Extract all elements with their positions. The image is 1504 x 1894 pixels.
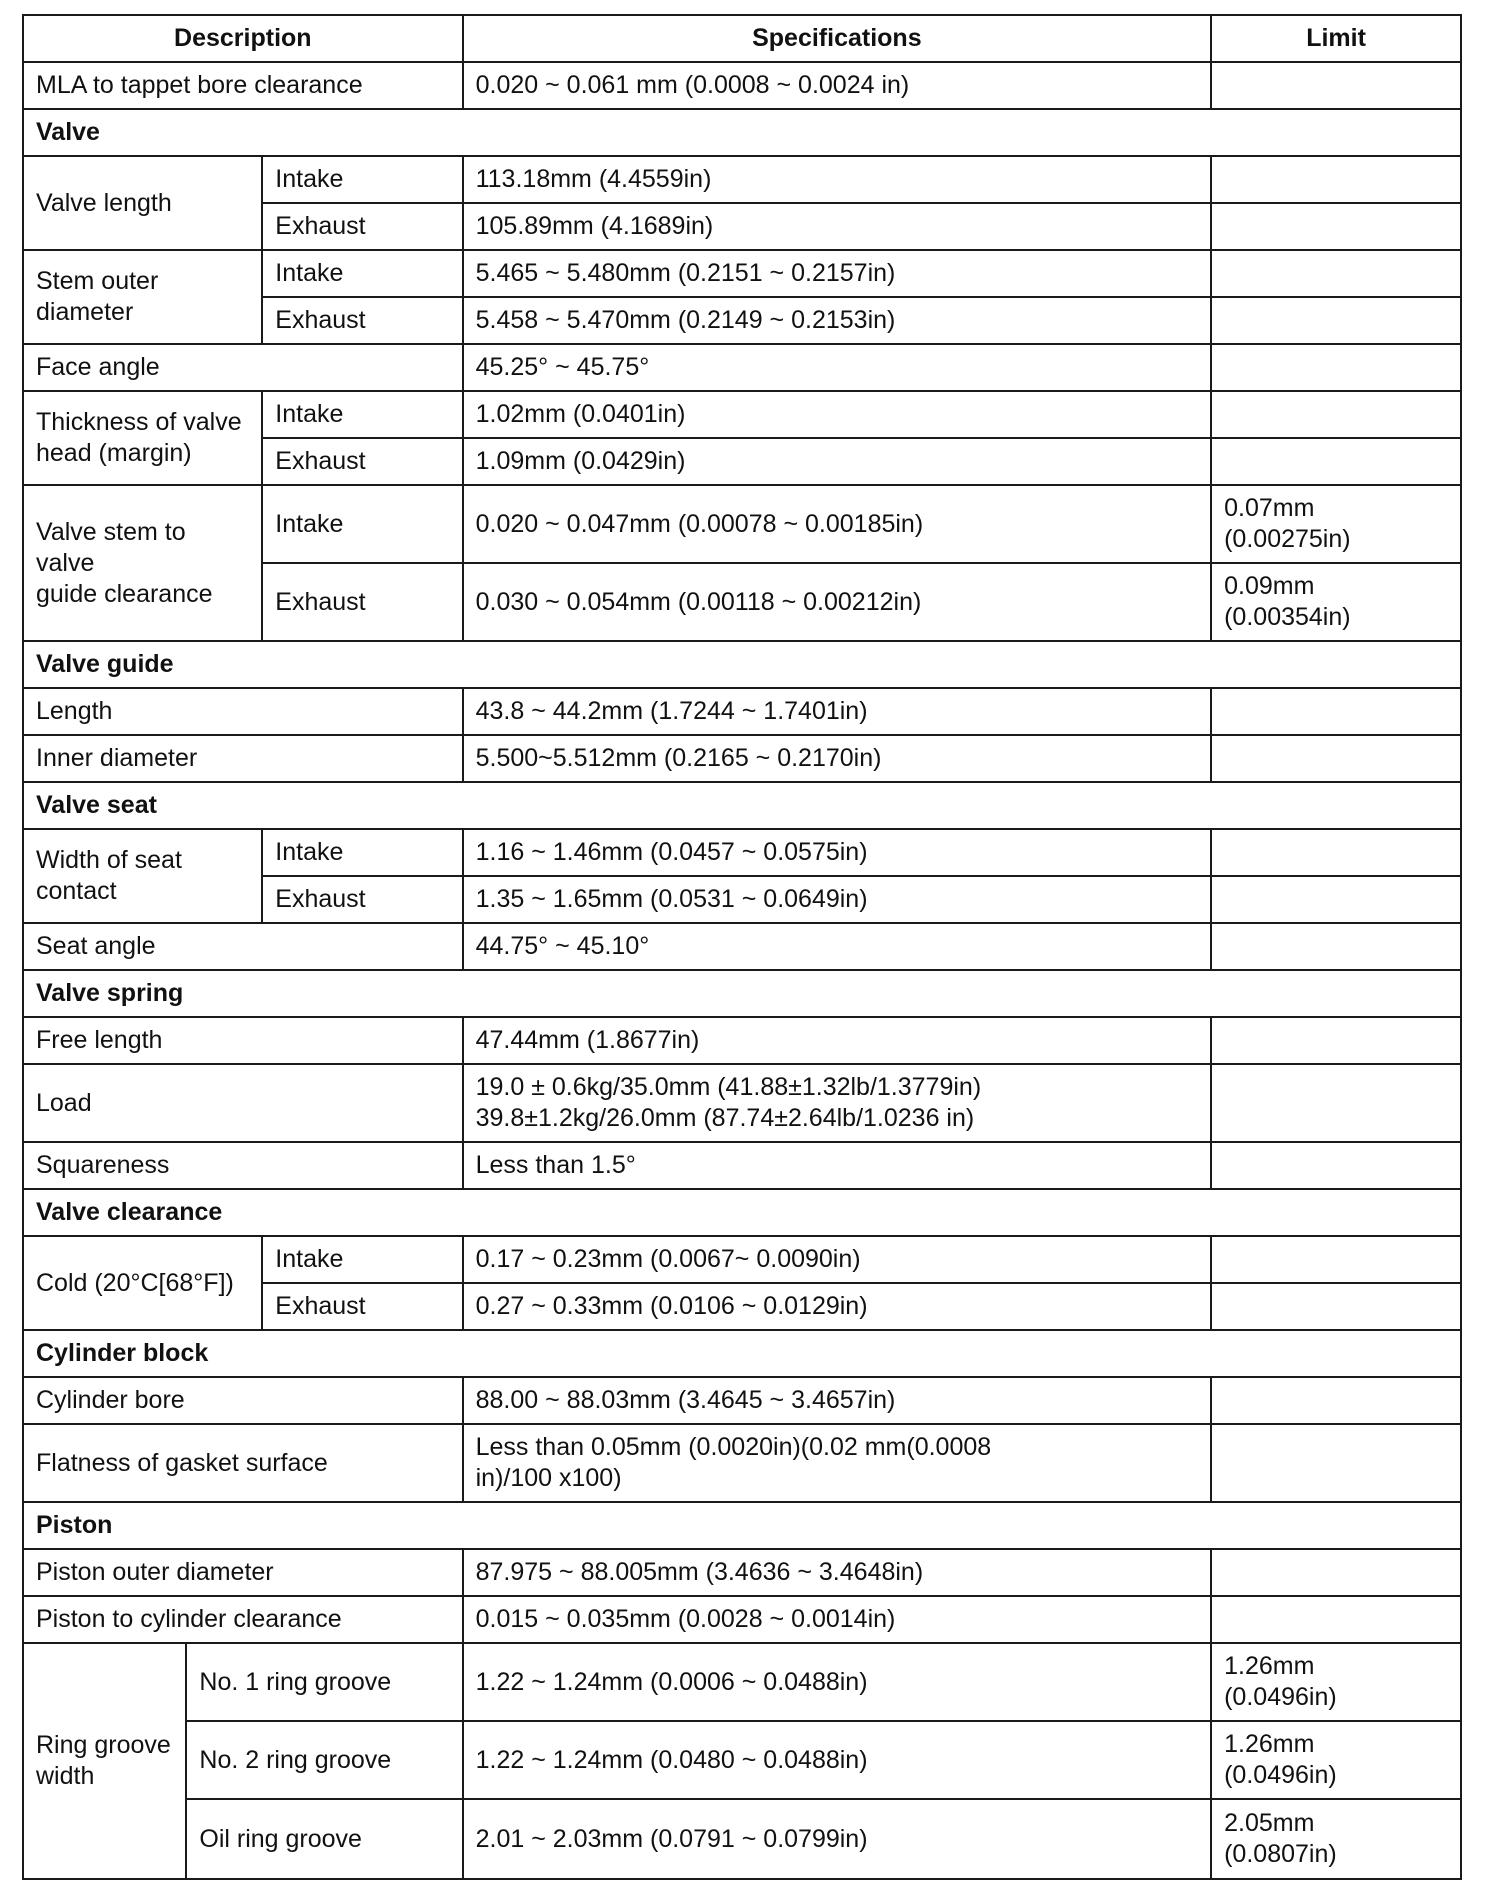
spec-page: [22, 14, 1462, 1880]
table-row: [23, 1064, 1461, 1142]
table-row: [23, 1142, 1461, 1189]
table-row: [23, 688, 1461, 735]
row-limit: [1211, 876, 1461, 923]
row-limit: [1211, 923, 1461, 970]
table-row: [23, 156, 1461, 203]
row-subtype: Intake: [262, 1236, 462, 1283]
row-spec: Less than 1.5°: [463, 1142, 1212, 1189]
row-description: Piston to cylinder clearance: [23, 1596, 463, 1643]
row-spec: 88.00 ~ 88.03mm (3.4645 ~ 3.4657in): [463, 1377, 1212, 1424]
row-limit: [1211, 688, 1461, 735]
row-spec: 0.020 ~ 0.061 mm (0.0008 ~ 0.0024 in): [463, 62, 1212, 109]
row-spec: 0.020 ~ 0.047mm (0.00078 ~ 0.00185in): [463, 485, 1212, 563]
section-title: Valve seat: [23, 782, 1461, 829]
desc-line: Ring groove: [36, 1731, 171, 1759]
section-title: Valve spring: [23, 970, 1461, 1017]
row-spec: 113.18mm (4.4559in): [463, 156, 1212, 203]
row-description: Width of seat contact: [23, 829, 262, 923]
limit-line: 1.26mm: [1224, 1652, 1315, 1680]
row-spec: 43.8 ~ 44.2mm (1.7244 ~ 1.7401in): [463, 688, 1212, 735]
row-subtype: Intake: [262, 250, 462, 297]
desc-line: guide clearance: [36, 579, 213, 608]
row-limit: [1211, 485, 1461, 563]
row-description: [23, 391, 262, 485]
row-limit: [1211, 1017, 1461, 1064]
row-spec: 0.27 ~ 0.33mm (0.0106 ~ 0.0129in): [463, 1283, 1212, 1330]
row-description: Length: [23, 688, 463, 735]
row-limit: [1211, 1549, 1461, 1596]
row-subtype: Intake: [262, 391, 462, 438]
limit-line: 1.26mm: [1224, 1730, 1315, 1758]
row-limit: [1211, 1142, 1461, 1189]
row-subtype: Exhaust: [262, 1283, 462, 1330]
row-spec: 1.22 ~ 1.24mm (0.0480 ~ 0.0488in): [463, 1721, 1212, 1799]
row-spec: [463, 1064, 1212, 1142]
limit-line: 0.07mm: [1224, 494, 1315, 522]
desc-line: Thickness of valve: [36, 408, 242, 436]
table-row: [23, 391, 1461, 438]
row-limit: [1211, 1721, 1461, 1799]
row-spec: 1.09mm (0.0429in): [463, 438, 1212, 485]
row-subtype: Intake: [262, 485, 462, 563]
section-row: [23, 782, 1461, 829]
row-limit: [1211, 1377, 1461, 1424]
desc-line: width: [36, 1762, 95, 1790]
desc-line: Valve stem to valve: [36, 517, 186, 577]
row-limit: [1211, 62, 1461, 109]
section-title: Valve: [23, 109, 1461, 156]
row-limit: [1211, 563, 1461, 641]
specification-table: [22, 14, 1462, 1880]
row-subtype: Oil ring groove: [186, 1799, 462, 1879]
limit-line: 2.05mm: [1224, 1809, 1315, 1837]
row-spec: 5.465 ~ 5.480mm (0.2151 ~ 0.2157in): [463, 250, 1212, 297]
row-subtype: Exhaust: [262, 563, 462, 641]
limit-line: (0.0496in): [1224, 1683, 1337, 1711]
row-spec: 0.015 ~ 0.035mm (0.0028 ~ 0.0014in): [463, 1596, 1212, 1643]
row-spec: 87.975 ~ 88.005mm (3.4636 ~ 3.4648in): [463, 1549, 1212, 1596]
table-row: [23, 485, 1461, 563]
row-limit: [1211, 1643, 1461, 1721]
table-row: [23, 1377, 1461, 1424]
row-spec: 45.25° ~ 45.75°: [463, 344, 1212, 391]
table-row: [23, 1424, 1461, 1502]
table-row: [23, 1236, 1461, 1283]
header-row: [23, 15, 1461, 62]
limit-line: 0.09mm: [1224, 572, 1315, 600]
spec-line: 19.0 ± 0.6kg/35.0mm (41.88±1.32lb/1.3779in): [475, 1073, 982, 1101]
row-description: [23, 1643, 186, 1879]
row-description: Flatness of gasket surface: [23, 1424, 463, 1502]
table-row: [23, 829, 1461, 876]
section-title: Valve clearance: [23, 1189, 1461, 1236]
section-title: Piston: [23, 1502, 1461, 1549]
table-row: [23, 62, 1461, 109]
spec-line: Less than 0.05mm (0.0020in)(0.02 mm(0.0008: [475, 1433, 992, 1461]
row-description: Inner diameter: [23, 735, 463, 782]
row-limit: [1211, 1424, 1461, 1502]
row-spec: 0.030 ~ 0.054mm (0.00118 ~ 0.00212in): [463, 563, 1212, 641]
row-description: Stem outer diameter: [23, 250, 262, 344]
row-limit: [1211, 250, 1461, 297]
table-row: [23, 250, 1461, 297]
section-row: [23, 109, 1461, 156]
table-row: [23, 1721, 1461, 1799]
row-spec: 1.16 ~ 1.46mm (0.0457 ~ 0.0575in): [463, 829, 1212, 876]
row-subtype: Exhaust: [262, 438, 462, 485]
table-row: [23, 1799, 1461, 1879]
spec-line: in)/100 x100): [475, 1464, 622, 1492]
row-description: Face angle: [23, 344, 463, 391]
row-limit: [1211, 156, 1461, 203]
row-spec: 5.500~5.512mm (0.2165 ~ 0.2170in): [463, 735, 1212, 782]
row-description: Valve length: [23, 156, 262, 250]
row-limit: [1211, 1596, 1461, 1643]
section-row: [23, 970, 1461, 1017]
row-spec: 1.35 ~ 1.65mm (0.0531 ~ 0.0649in): [463, 876, 1212, 923]
row-spec: 2.01 ~ 2.03mm (0.0791 ~ 0.0799in): [463, 1799, 1212, 1879]
row-limit: [1211, 297, 1461, 344]
row-subtype: No. 1 ring groove: [186, 1643, 462, 1721]
row-description: Cylinder bore: [23, 1377, 463, 1424]
row-description: Cold (20°C[68°F]): [23, 1236, 262, 1330]
row-limit: [1211, 1283, 1461, 1330]
section-title: Cylinder block: [23, 1330, 1461, 1377]
row-description: Piston outer diameter: [23, 1549, 463, 1596]
row-subtype: Exhaust: [262, 876, 462, 923]
header-description: Description: [23, 15, 463, 62]
row-spec: 1.22 ~ 1.24mm (0.0006 ~ 0.0488in): [463, 1643, 1212, 1721]
table-row: [23, 1017, 1461, 1064]
row-limit: [1211, 829, 1461, 876]
row-subtype: Exhaust: [262, 203, 462, 250]
row-spec: 0.17 ~ 0.23mm (0.0067~ 0.0090in): [463, 1236, 1212, 1283]
row-spec: 1.02mm (0.0401in): [463, 391, 1212, 438]
table-row: [23, 1643, 1461, 1721]
row-description: Load: [23, 1064, 463, 1142]
row-subtype: Intake: [262, 829, 462, 876]
table-row: [23, 1549, 1461, 1596]
row-limit: [1211, 391, 1461, 438]
row-subtype: No. 2 ring groove: [186, 1721, 462, 1799]
section-row: [23, 1330, 1461, 1377]
table-row: [23, 344, 1461, 391]
row-limit: [1211, 1236, 1461, 1283]
row-spec: [463, 1424, 1212, 1502]
row-description: MLA to tappet bore clearance: [23, 62, 463, 109]
row-limit: [1211, 1064, 1461, 1142]
limit-line: (0.00354in): [1224, 603, 1351, 631]
row-description: Free length: [23, 1017, 463, 1064]
header-limit: Limit: [1211, 15, 1461, 62]
limit-line: (0.0496in): [1224, 1761, 1337, 1789]
row-spec: 47.44mm (1.8677in): [463, 1017, 1212, 1064]
header-specifications: Specifications: [463, 15, 1212, 62]
spec-line: 39.8±1.2kg/26.0mm (87.74±2.64lb/1.0236 in): [475, 1104, 975, 1132]
row-spec: 44.75° ~ 45.10°: [463, 923, 1212, 970]
table-row: [23, 735, 1461, 782]
section-title: Valve guide: [23, 641, 1461, 688]
desc-line: head (margin): [36, 439, 192, 467]
limit-line: (0.0807in): [1224, 1840, 1337, 1868]
row-description: Squareness: [23, 1142, 463, 1189]
row-description: [23, 485, 262, 641]
row-limit: [1211, 438, 1461, 485]
row-spec: 5.458 ~ 5.470mm (0.2149 ~ 0.2153in): [463, 297, 1212, 344]
row-limit: [1211, 1799, 1461, 1879]
section-row: [23, 1502, 1461, 1549]
row-limit: [1211, 344, 1461, 391]
row-spec: 105.89mm (4.1689in): [463, 203, 1212, 250]
section-row: [23, 641, 1461, 688]
table-row: [23, 1596, 1461, 1643]
section-row: [23, 1189, 1461, 1236]
row-description: Seat angle: [23, 923, 463, 970]
row-limit: [1211, 203, 1461, 250]
row-subtype: Intake: [262, 156, 462, 203]
table-row: [23, 923, 1461, 970]
row-limit: [1211, 735, 1461, 782]
row-subtype: Exhaust: [262, 297, 462, 344]
limit-line: (0.00275in): [1224, 525, 1351, 553]
